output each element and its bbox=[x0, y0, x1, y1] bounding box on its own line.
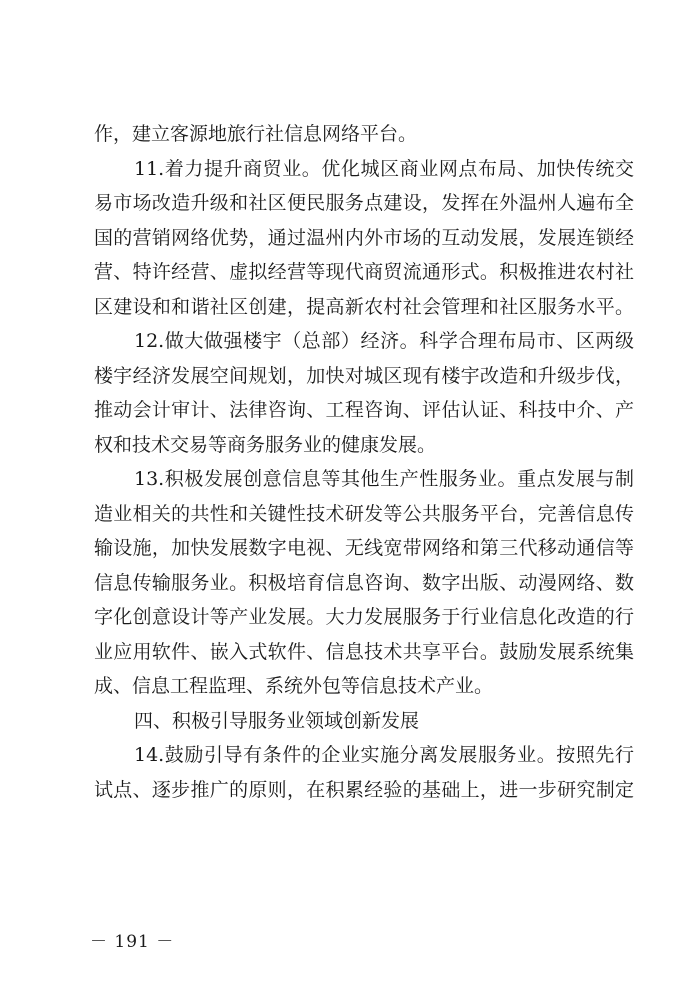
paragraph-13-heading-line: 13.积极发展创意信息等其他生产性服务业。重点发展与制 bbox=[134, 468, 634, 490]
page-number: － 191 － bbox=[90, 932, 175, 952]
paragraph-line: 作，建立客源地旅行社信息网络平台。 bbox=[94, 123, 418, 145]
paragraph-12-heading-line: 12.做大做强楼宇（总部）经济。科学合理布局市、区两级 bbox=[134, 330, 634, 352]
paragraph-line: 权和技术交易等商务服务业的健康发展。 bbox=[94, 433, 437, 456]
paragraph-14-heading-line: 14.鼓励引导有条件的企业实施分离发展服务业。按照先行 bbox=[134, 744, 634, 766]
body-text bbox=[94, 117, 634, 807]
paragraph-line: 易市场改造升级和社区便民服务点建设，发挥在外温州人遍布全 bbox=[94, 192, 634, 214]
paragraph-line: 字化创意设计等产业发展。大力发展服务于行业信息化改造的行 bbox=[94, 606, 634, 628]
paragraph-line: 营、特许经营、虚拟经营等现代商贸流通形式。积极推进农村社 bbox=[94, 261, 634, 283]
paragraph-line: 区建设和和谐社区创建，提高新农村社会管理和社区服务水平。 bbox=[94, 295, 634, 318]
paragraph-line: 业应用软件、嵌入式软件、信息技术共享平台。鼓励发展系统集 bbox=[94, 640, 634, 663]
paragraph-line: 成、信息工程监理、系统外包等信息技术产业。 bbox=[94, 675, 494, 697]
paragraph-line: 试点、逐步推广的原则，在积累经验的基础上，进一步研究制定 bbox=[94, 778, 634, 801]
paragraph-line: 信息传输服务业。积极培育信息咨询、数字出版、动漫网络、数 bbox=[94, 571, 634, 594]
paragraph-line: 楼宇经济发展空间规划，加快对城区现有楼宇改造和升级步伐， bbox=[94, 364, 634, 387]
paragraph-line: 推动会计审计、法律咨询、工程咨询、评估认证、科技中介、产 bbox=[94, 399, 634, 421]
paragraph-line: 造业相关的共性和关键性技术研发等公共服务平台，完善信息传 bbox=[94, 502, 634, 525]
paragraph-line: 国的营销网络优势，通过温州内外市场的互动发展，发展连锁经 bbox=[94, 226, 634, 249]
paragraph-11-heading-line: 11.着力提升商贸业。优化城区商业网点布局、加快传统交 bbox=[134, 157, 634, 180]
paragraph-line: 输设施，加快发展数字电视、无线宽带网络和第三代移动通信等 bbox=[94, 537, 634, 559]
section-heading: 四、积极引导服务业领域创新发展 bbox=[134, 709, 420, 732]
